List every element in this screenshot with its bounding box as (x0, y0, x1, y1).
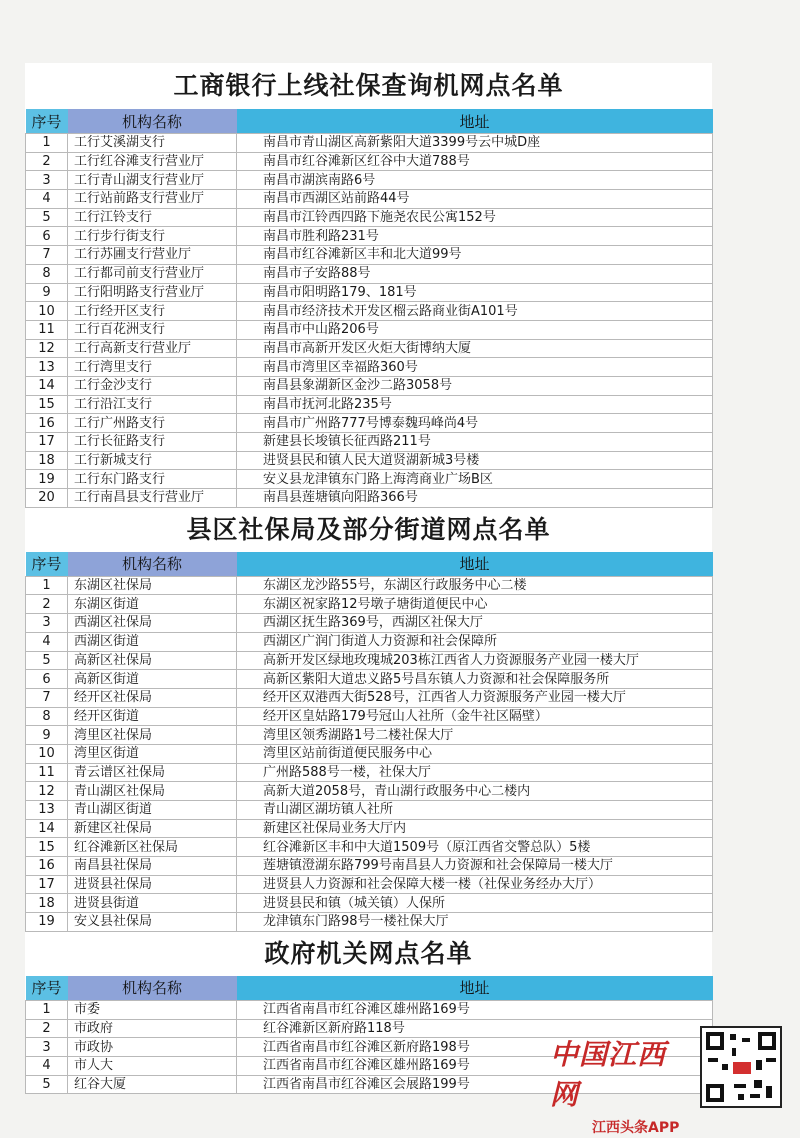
address: 安义县龙津镇东门路上海湾商业广场B区 (237, 470, 713, 489)
institution-name: 西湖区街道 (68, 632, 237, 651)
watermark (550, 1033, 690, 1137)
header-address: 地址 (237, 552, 713, 577)
row-number: 5 (26, 208, 68, 227)
address: 南昌市高新开发区火炬大街博纳大厦 (237, 339, 713, 358)
institution-name: 青山湖区街道 (68, 801, 237, 820)
row-number: 2 (26, 595, 68, 614)
institution-name: 经开区社保局 (68, 688, 237, 707)
header-address: 地址 (237, 976, 713, 1001)
institution-name: 工行步行街支行 (68, 227, 237, 246)
institution-name: 高新区街道 (68, 670, 237, 689)
row-number: 11 (26, 763, 68, 782)
institution-name: 工行红谷滩支行营业厅 (68, 152, 237, 171)
header-no: 序号 (26, 109, 68, 134)
address: 江西省南昌市红谷滩区雄州路169号 (237, 1056, 713, 1075)
row-number: 3 (26, 1038, 68, 1057)
institution-name: 工行沿江支行 (68, 395, 237, 414)
institution-name: 安义县社保局 (68, 913, 237, 932)
table-row (26, 614, 713, 633)
table-row (26, 913, 713, 932)
row-number: 5 (26, 651, 68, 670)
address: 东湖区祝家路12号墩子塘街道便民中心 (237, 595, 713, 614)
institution-name: 工行阳明路支行营业厅 (68, 283, 237, 302)
address: 高新大道2058号，青山湖行政服务中心二楼内 (237, 782, 713, 801)
header-no: 序号 (26, 976, 68, 1001)
institution-name: 工行百花洲支行 (68, 320, 237, 339)
address: 南昌县莲塘镇向阳路366号 (237, 489, 713, 508)
institution-name: 东湖区社保局 (68, 576, 237, 595)
address: 南昌市经济技术开发区榴云路商业街A101号 (237, 302, 713, 321)
table-row (26, 451, 713, 470)
address: 南昌市中山路206号 (237, 320, 713, 339)
row-number: 6 (26, 670, 68, 689)
table-row (26, 246, 713, 265)
table-row (26, 152, 713, 171)
table-row (26, 414, 713, 433)
table-row (26, 283, 713, 302)
address: 新建区社保局业务大厅内 (237, 819, 713, 838)
watermark-brand-logo: 中国江西网 (550, 1038, 667, 1111)
table-row (26, 894, 713, 913)
row-number: 14 (26, 819, 68, 838)
row-number: 2 (26, 152, 68, 171)
table-row (26, 838, 713, 857)
address: 南昌市红谷滩新区丰和北大道99号 (237, 246, 713, 265)
institution-name: 进贤县社保局 (68, 875, 237, 894)
table-row (26, 302, 713, 321)
row-number: 15 (26, 838, 68, 857)
institution-name: 工行南昌县支行营业厅 (68, 489, 237, 508)
table-row (26, 433, 713, 452)
institution-name: 西湖区社保局 (68, 614, 237, 633)
institution-name: 工行湾里支行 (68, 358, 237, 377)
institution-name: 工行广州路支行 (68, 414, 237, 433)
table-row (26, 744, 713, 763)
table-row (26, 875, 713, 894)
row-number: 16 (26, 857, 68, 876)
row-number: 5 (26, 1075, 68, 1094)
table-row (26, 339, 713, 358)
address: 南昌市湖滨南路6号 (237, 171, 713, 190)
institution-name: 工行东门路支行 (68, 470, 237, 489)
table-row (26, 171, 713, 190)
header-name: 机构名称 (68, 976, 237, 1001)
table-row (26, 208, 713, 227)
institution-name: 工行经开区支行 (68, 302, 237, 321)
table-row (26, 688, 713, 707)
address: 红谷滩新区新府路118号 (237, 1019, 713, 1038)
address: 经开区双港西大街528号，江西省人力资源服务产业园一楼大厅 (237, 688, 713, 707)
address: 南昌市阳明路179、181号 (237, 283, 713, 302)
row-number: 10 (26, 302, 68, 321)
row-number: 3 (26, 171, 68, 190)
row-number: 12 (26, 782, 68, 801)
section-title: 工商银行上线社保查询机网点名单 (173, 71, 564, 100)
table-row (26, 819, 713, 838)
institution-name: 新建区社保局 (68, 819, 237, 838)
section-title: 县区社保局及部分街道网点名单 (186, 514, 551, 544)
row-number: 7 (26, 246, 68, 265)
address: 南昌市西湖区站前路44号 (237, 190, 713, 209)
address: 南昌市江铃西四路下施尧农民公寓152号 (237, 208, 713, 227)
institution-name: 红谷大厦 (68, 1075, 237, 1094)
address: 南昌市青山湖区高新紫阳大道3399号云中城D座 (237, 134, 713, 153)
institution-name: 红谷滩新区社保局 (68, 838, 237, 857)
institution-name: 经开区街道 (68, 707, 237, 726)
institution-name: 青山湖区社保局 (68, 782, 237, 801)
icbc-table (25, 109, 713, 508)
institution-name: 东湖区街道 (68, 595, 237, 614)
institution-name: 工行站前路支行营业厅 (68, 190, 237, 209)
institution-name: 高新区社保局 (68, 651, 237, 670)
row-number: 14 (26, 376, 68, 395)
row-number: 1 (26, 1000, 68, 1019)
address: 南昌市广州路777号博泰魏玛峰尚4号 (237, 414, 713, 433)
institution-name: 工行高新支行营业厅 (68, 339, 237, 358)
table-row (26, 782, 713, 801)
row-number: 8 (26, 707, 68, 726)
institution-name: 市委 (68, 1000, 237, 1019)
address: 南昌市子安路88号 (237, 264, 713, 283)
social-security-table (25, 552, 713, 932)
table-row (26, 670, 713, 689)
address: 高新区紫阳大道忠义路5号昌东镇人力资源和社会保障服务所 (237, 670, 713, 689)
institution-name: 工行青山湖支行营业厅 (68, 171, 237, 190)
institution-name: 青云谱区社保局 (68, 763, 237, 782)
address: 东湖区龙沙路55号，东湖区行政服务中心二楼 (237, 576, 713, 595)
address: 龙津镇东门路98号一楼社保大厅 (237, 913, 713, 932)
header-no: 序号 (26, 552, 68, 577)
table-row (26, 264, 713, 283)
table-row (26, 651, 713, 670)
row-number: 4 (26, 1056, 68, 1075)
section-title: 政府机关网点名单 (264, 938, 473, 968)
row-number: 9 (26, 283, 68, 302)
institution-name: 工行江铃支行 (68, 208, 237, 227)
header-name: 机构名称 (68, 109, 237, 134)
institution-name: 工行苏圃支行营业厅 (68, 246, 237, 265)
address: 经开区皇姑路179号冠山人社所（金牛社区隔壁） (237, 707, 713, 726)
row-number: 17 (26, 875, 68, 894)
table-header-row (26, 976, 713, 1001)
watermark-app-name: 江西头条APP (592, 1120, 680, 1136)
table-row (26, 857, 713, 876)
table-row (26, 190, 713, 209)
table-row (26, 395, 713, 414)
address: 江西省南昌市红谷滩区新府路198号 (237, 1038, 713, 1057)
table-row (26, 1000, 713, 1019)
institution-name: 市人大 (68, 1056, 237, 1075)
row-number: 8 (26, 264, 68, 283)
institution-name: 南昌县社保局 (68, 857, 237, 876)
address: 西湖区广润门街道人力资源和社会保障所 (237, 632, 713, 651)
row-number: 4 (26, 190, 68, 209)
institution-name: 工行艾溪湖支行 (68, 134, 237, 153)
table-row (26, 576, 713, 595)
address: 南昌市红谷滩新区红谷中大道788号 (237, 152, 713, 171)
row-number: 19 (26, 913, 68, 932)
row-number: 19 (26, 470, 68, 489)
address: 南昌市胜利路231号 (237, 227, 713, 246)
table-row (26, 801, 713, 820)
table-row (26, 489, 713, 508)
table-row (26, 358, 713, 377)
row-number: 12 (26, 339, 68, 358)
table-header-row (26, 552, 713, 577)
table-row (26, 707, 713, 726)
table-header-row (26, 109, 713, 134)
address: 湾里区领秀湖路1号二楼社保大厅 (237, 726, 713, 745)
row-number: 7 (26, 688, 68, 707)
section-icbc (25, 63, 712, 508)
address: 进贤县民和镇（城关镇）人保所 (237, 894, 713, 913)
row-number: 17 (26, 433, 68, 452)
address: 广州路588号一楼，社保大厅 (237, 763, 713, 782)
table-row (26, 726, 713, 745)
institution-name: 工行长征路支行 (68, 433, 237, 452)
row-number: 20 (26, 489, 68, 508)
address: 新建县长埈镇长征西路211号 (237, 433, 713, 452)
institution-name: 市政府 (68, 1019, 237, 1038)
address: 进贤县民和镇人民大道贤湖新城3号楼 (237, 451, 713, 470)
address: 红谷滩新区丰和中大道1509号（原江西省交警总队）5楼 (237, 838, 713, 857)
qr-code-icon (700, 1026, 782, 1108)
institution-name: 市政协 (68, 1038, 237, 1057)
address: 莲塘镇澄湖东路799号南昌县人力资源和社会保障局一楼大厅 (237, 857, 713, 876)
table-row (26, 470, 713, 489)
section-social-security (25, 508, 712, 932)
address: 湾里区站前街道便民服务中心 (237, 744, 713, 763)
row-number: 9 (26, 726, 68, 745)
row-number: 18 (26, 451, 68, 470)
header-name: 机构名称 (68, 552, 237, 577)
address: 南昌市抚河北路235号 (237, 395, 713, 414)
address: 高新开发区绿地玫瑰城203栋江西省人力资源服务产业园一楼大厅 (237, 651, 713, 670)
address: 江西省南昌市红谷滩区雄州路169号 (237, 1000, 713, 1019)
address: 进贤县人力资源和社会保障大楼一楼（社保业务经办大厅） (237, 875, 713, 894)
table-row (26, 134, 713, 153)
address: 南昌县象湖新区金沙二路3058号 (237, 376, 713, 395)
institution-name: 进贤县街道 (68, 894, 237, 913)
row-number: 16 (26, 414, 68, 433)
row-number: 6 (26, 227, 68, 246)
row-number: 3 (26, 614, 68, 633)
row-number: 4 (26, 632, 68, 651)
header-address: 地址 (237, 109, 713, 134)
table-row (26, 376, 713, 395)
table-row (26, 320, 713, 339)
address: 西湖区抚生路369号，西湖区社保大厅 (237, 614, 713, 633)
row-number: 18 (26, 894, 68, 913)
row-number: 2 (26, 1019, 68, 1038)
institution-name: 工行新城支行 (68, 451, 237, 470)
row-number: 13 (26, 801, 68, 820)
row-number: 13 (26, 358, 68, 377)
address: 青山湖区湖坊镇人社所 (237, 801, 713, 820)
table-row (26, 227, 713, 246)
table-row (26, 595, 713, 614)
row-number: 1 (26, 576, 68, 595)
document-sheet (25, 63, 712, 1094)
institution-name: 湾里区社保局 (68, 726, 237, 745)
address: 南昌市湾里区幸福路360号 (237, 358, 713, 377)
table-row (26, 632, 713, 651)
row-number: 1 (26, 134, 68, 153)
table-row (26, 763, 713, 782)
institution-name: 工行金沙支行 (68, 376, 237, 395)
row-number: 10 (26, 744, 68, 763)
institution-name: 工行都司前支行营业厅 (68, 264, 237, 283)
institution-name: 湾里区街道 (68, 744, 237, 763)
row-number: 11 (26, 320, 68, 339)
address: 江西省南昌市红谷滩区会展路199号 (237, 1075, 713, 1094)
row-number: 15 (26, 395, 68, 414)
